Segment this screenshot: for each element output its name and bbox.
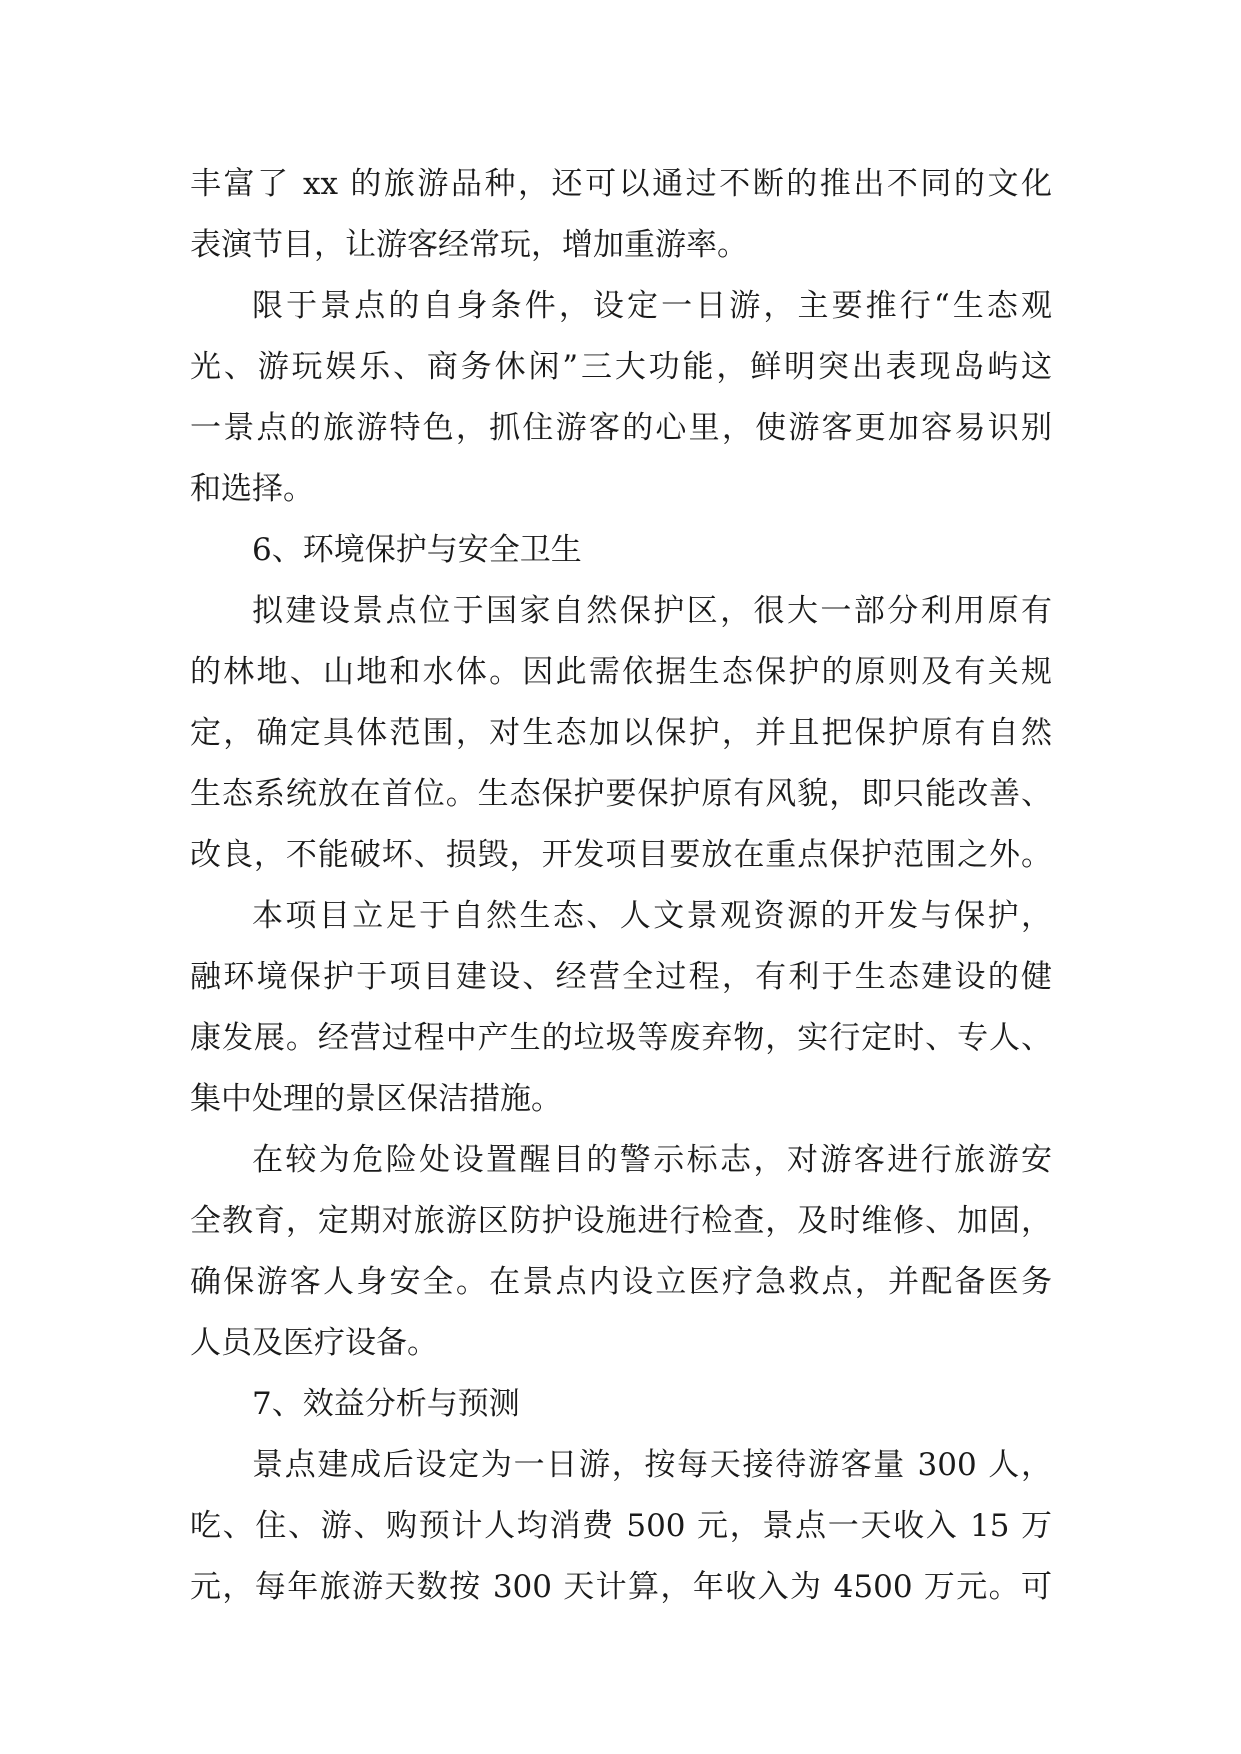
text-line-19: 确保游客人身安全。在景点内设立医疗急救点，并配备医务: [190, 1264, 1052, 1300]
text-line-22: 景点建成后设定为一日游，按每天接待游客量 300 人，: [252, 1447, 1052, 1483]
text-line-6: 和选择。: [190, 471, 314, 507]
section-heading-7: 7、效益分析与预测: [252, 1386, 520, 1422]
text-line-2: 表演节目，让游客经常玩，增加重游率。: [190, 227, 748, 263]
text-line-24: 元，每年旅游天数按 300 天计算，年收入为 4500 万元。可: [190, 1569, 1052, 1605]
text-line-1: 丰富了 xx 的旅游品种，还可以通过不断的推出不同的文化: [190, 166, 1052, 202]
text-line-13: 本项目立足于自然生态、人文景观资源的开发与保护，: [252, 898, 1052, 934]
text-line-9: 的林地、山地和水体。因此需依据生态保护的原则及有关规: [190, 654, 1052, 690]
document-body: [190, 154, 1052, 1618]
text-line-11: 生态系统放在首位。生态保护要保护原有风貌，即只能改善、: [190, 776, 1052, 812]
text-line-23: 吃、住、游、购预计人均消费 500 元，景点一天收入 15 万: [190, 1508, 1052, 1544]
text-line-10: 定，确定具体范围，对生态加以保护，并且把保护原有自然: [190, 715, 1052, 751]
text-line-17: 在较为危险处设置醒目的警示标志，对游客进行旅游安: [252, 1142, 1052, 1178]
text-line-5: 一景点的旅游特色，抓住游客的心里，使游客更加容易识别: [190, 410, 1052, 446]
section-heading-6: 6、环境保护与安全卫生: [252, 532, 582, 568]
text-line-20: 人员及医疗设备。: [190, 1325, 438, 1361]
text-line-14: 融环境保护于项目建设、经营全过程，有利于生态建设的健: [190, 959, 1052, 995]
text-line-12: 改良，不能破坏、损毁，开发项目要放在重点保护范围之外。: [190, 837, 1052, 873]
text-line-8: 拟建设景点位于国家自然保护区，很大一部分利用原有: [252, 593, 1052, 629]
text-line-16: 集中处理的景区保洁措施。: [190, 1081, 562, 1117]
text-line-3: 限于景点的自身条件，设定一日游，主要推行“生态观: [252, 288, 1052, 324]
text-line-15: 康发展。经营过程中产生的垃圾等废弃物，实行定时、专人、: [190, 1020, 1052, 1056]
text-line-18: 全教育，定期对旅游区防护设施进行检查，及时维修、加固，: [190, 1203, 1052, 1239]
text-line-4: 光、游玩娱乐、商务休闲”三大功能，鲜明突出表现岛屿这: [190, 349, 1052, 385]
